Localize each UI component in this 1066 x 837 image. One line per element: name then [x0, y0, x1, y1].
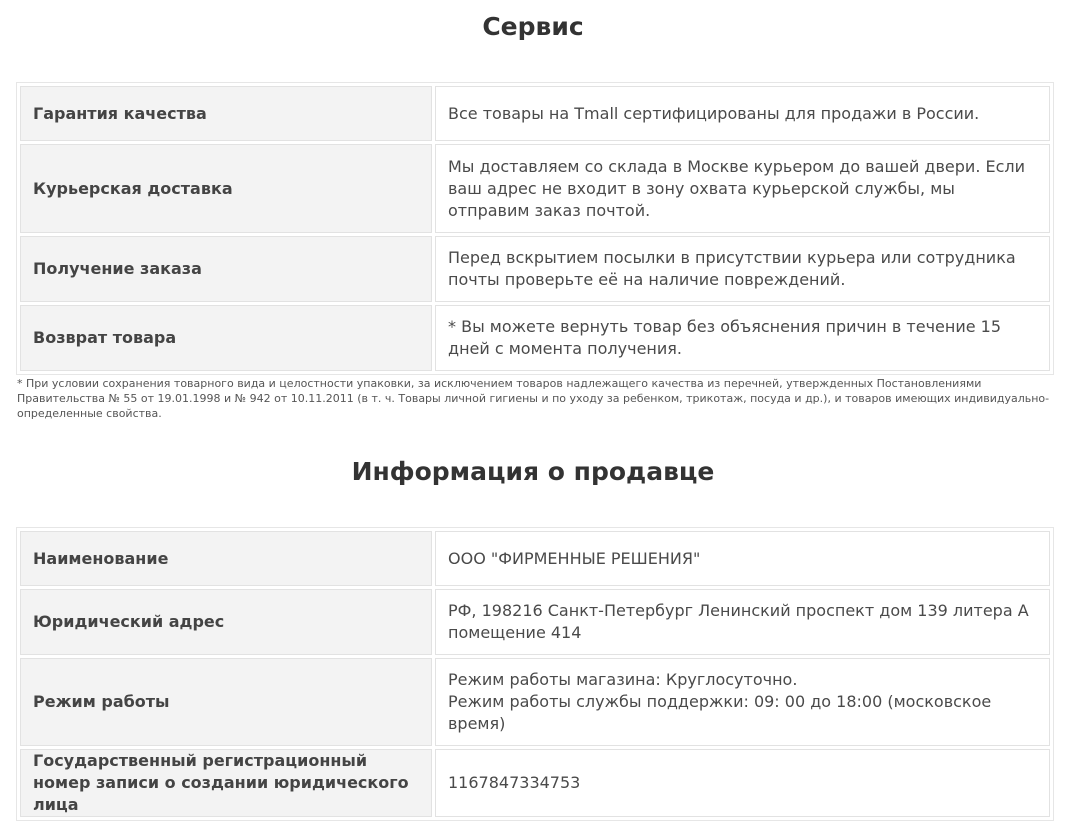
table-row — [20, 531, 1050, 586]
row-label-delivery: Курьерская доставка — [20, 144, 432, 233]
row-value-name: ООО "ФИРМЕННЫЕ РЕШЕНИЯ" — [435, 531, 1050, 586]
row-value-quality: Все товары на Tmall сертифицированы для продажи в России. — [435, 86, 1050, 141]
table-row — [20, 589, 1050, 655]
seller-table — [16, 527, 1054, 821]
row-label-hours: Режим работы — [20, 658, 432, 746]
table-row — [20, 236, 1050, 302]
row-value-receipt: Перед вскрытием посылки в присутствии курьера или сотрудника почты проверьте её на наличие повреждений. — [435, 236, 1050, 302]
seller-title: Информация о продавце — [351, 457, 715, 486]
row-value-return: * Вы можете вернуть товар без объяснения причин в течение 15 дней с момента получения. — [435, 305, 1050, 371]
service-table — [16, 82, 1054, 375]
row-label-quality: Гарантия качества — [20, 86, 432, 141]
table-row — [20, 749, 1050, 817]
return-footnote: * При условии сохранения товарного вида и целостности упаковки, за исключением товаров надлежащего качества из перечней, утвержденных Постановлениями Правительства № 55 от 19.01.1998 и № 942 от 10.11.2011 (в т. ч. Товары личной гигиены и по уходу за ребенком, трикотаж, посуда и др.), и товаров имеющих индивидуально-определенные свойства. — [17, 377, 1050, 420]
table-row — [20, 144, 1050, 233]
row-label-ogrn: Государственный регистрационный номер записи о создании юридического лица — [20, 749, 432, 817]
row-label-return: Возврат товара — [20, 305, 432, 371]
row-label-receipt: Получение заказа — [20, 236, 432, 302]
row-label-name: Наименование — [20, 531, 432, 586]
row-value-address: РФ, 198216 Санкт-Петербург Ленинский проспект дом 139 литера А помещение 414 — [435, 589, 1050, 655]
table-row — [20, 86, 1050, 141]
service-title: Сервис — [482, 12, 584, 41]
row-value-delivery: Мы доставляем со склада в Москве курьером до вашей двери. Если ваш адрес не входит в зону охвата курьерской службы, мы отправим заказ почтой. — [435, 144, 1050, 233]
row-value-ogrn: 1167847334753 — [435, 749, 1050, 817]
row-value-hours: Режим работы магазина: Круглосуточно. Режим работы службы поддержки: 09: 00 до 18:00 (московское время) — [435, 658, 1050, 746]
table-row — [20, 305, 1050, 371]
row-label-address: Юридический адрес — [20, 589, 432, 655]
table-row — [20, 658, 1050, 746]
